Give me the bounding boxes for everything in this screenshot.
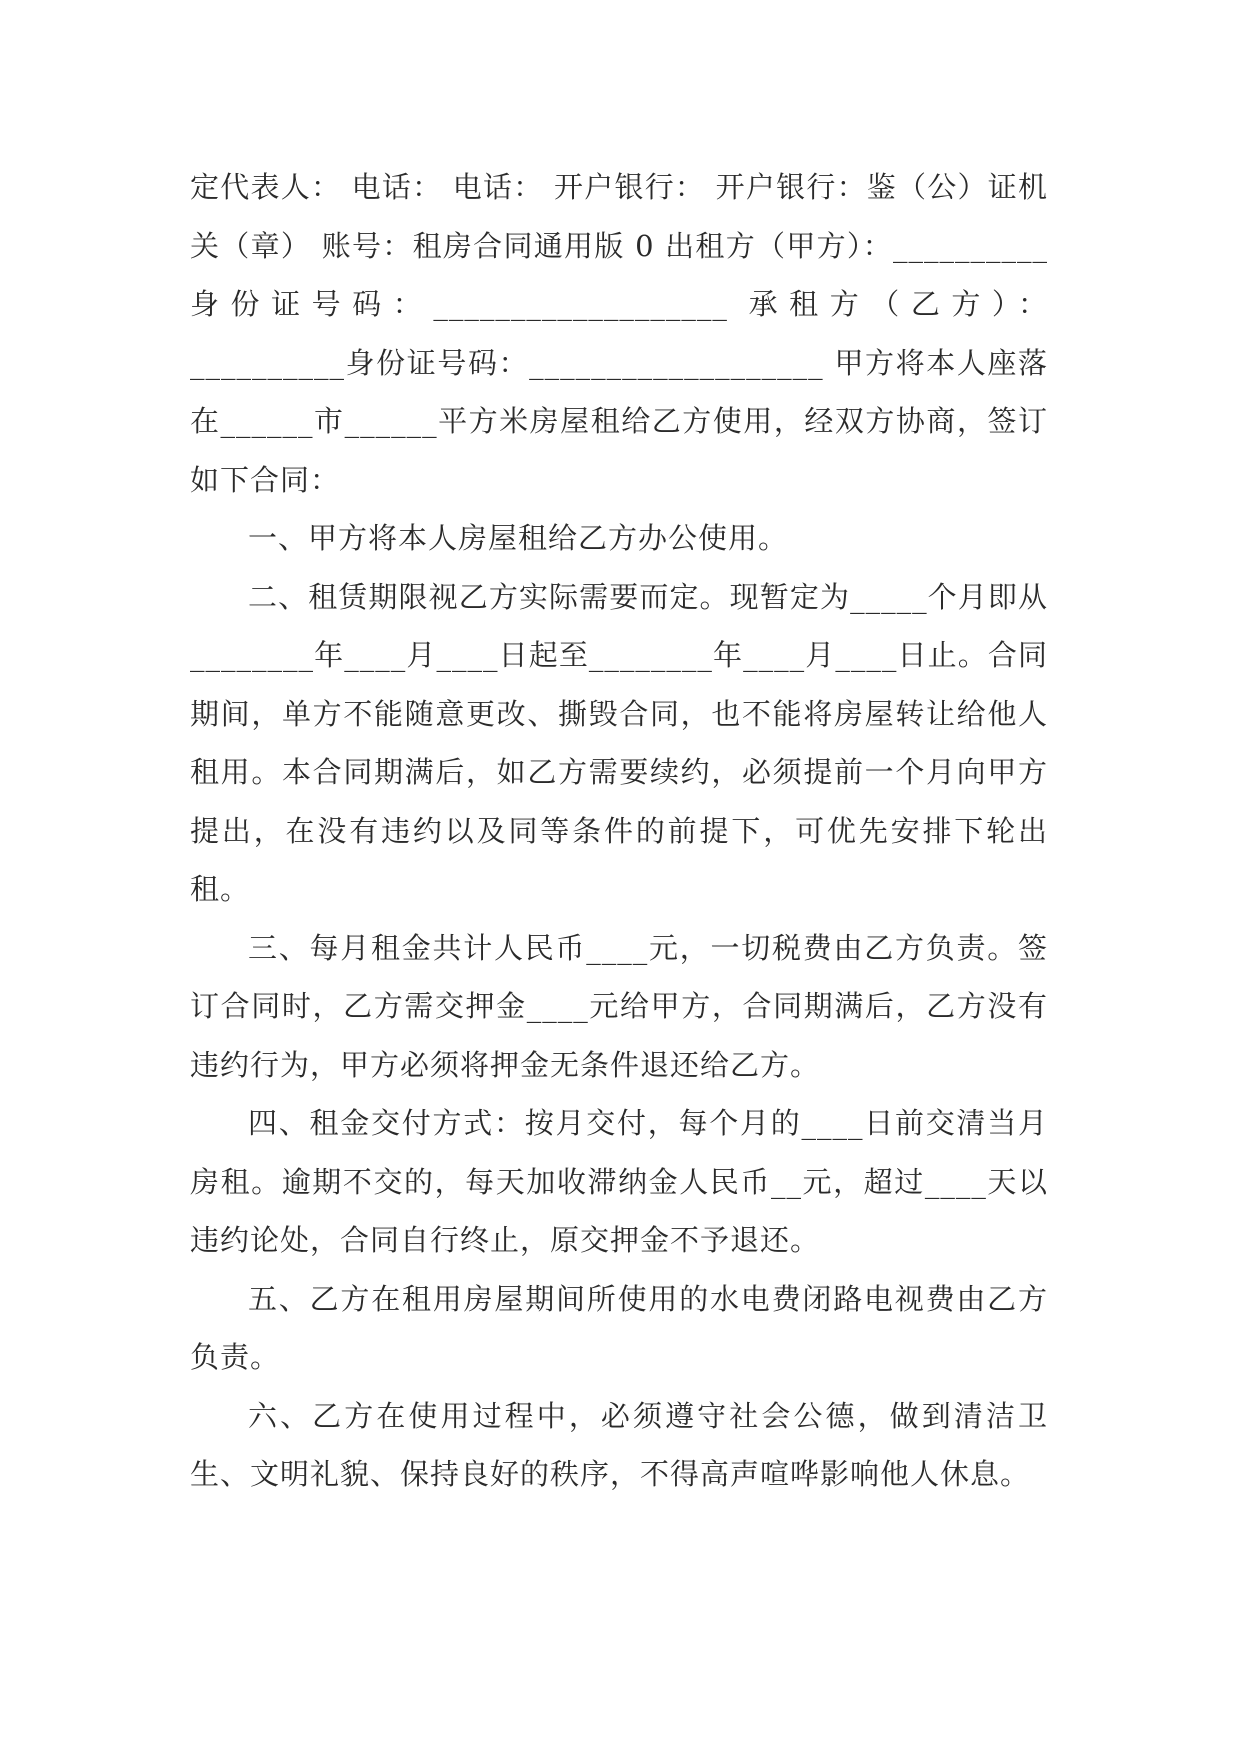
paragraph-clause-3: 三、每月租金共计人民币____元，一切税费由乙方负责。签订合同时，乙方需交押金____元给甲方，合同期满后，乙方没有违约行为，甲方必须将押金无条件退还给乙方。 [190,930,1048,1082]
paragraph-clause-1: 一、甲方将本人房屋租给乙方办公使用。 [248,521,789,555]
document-body [190,158,1048,1504]
paragraph-clause-5: 五、乙方在租用房屋期间所使用的水电费闭路电视费由乙方负责。 [190,1281,1048,1374]
paragraph-header: 定代表人： 电话： 电话： 开户银行： 开户银行：鉴（公）证机关（章） 账号：租房合同通用版 0 出租方（甲方）：__________ 身份证号码：___________________ 承租方（乙方）：__________身份证号码：___________________ 甲方将本人座落在______市______平方米房屋租给乙方使用，经双方协商，签订如下合同： [190,170,1048,497]
paragraph-clause-2: 二、租赁期限视乙方实际需要而定。现暂定为_____个月即从________年____月____日起至________年____月____日止。合同期间，单方不能随意更改、撕毁合同，也不能将房屋转让给他人租用。本合同期满后，如乙方需要续约，必须提前一个月向甲方提出，在没有违约以及同等条件的前提下，可优先安排下轮出租。 [190,579,1048,906]
paragraph-clause-6: 六、乙方在使用过程中，必须遵守社会公德，做到清洁卫生、文明礼貌、保持良好的秩序，不得高声喧哗影响他人休息。 [190,1398,1048,1491]
paragraph-clause-4: 四、租金交付方式：按月交付，每个月的____日前交清当月房租。逾期不交的，每天加收滞纳金人民币__元，超过____天以违约论处，合同自行终止，原交押金不予退还。 [190,1106,1048,1257]
